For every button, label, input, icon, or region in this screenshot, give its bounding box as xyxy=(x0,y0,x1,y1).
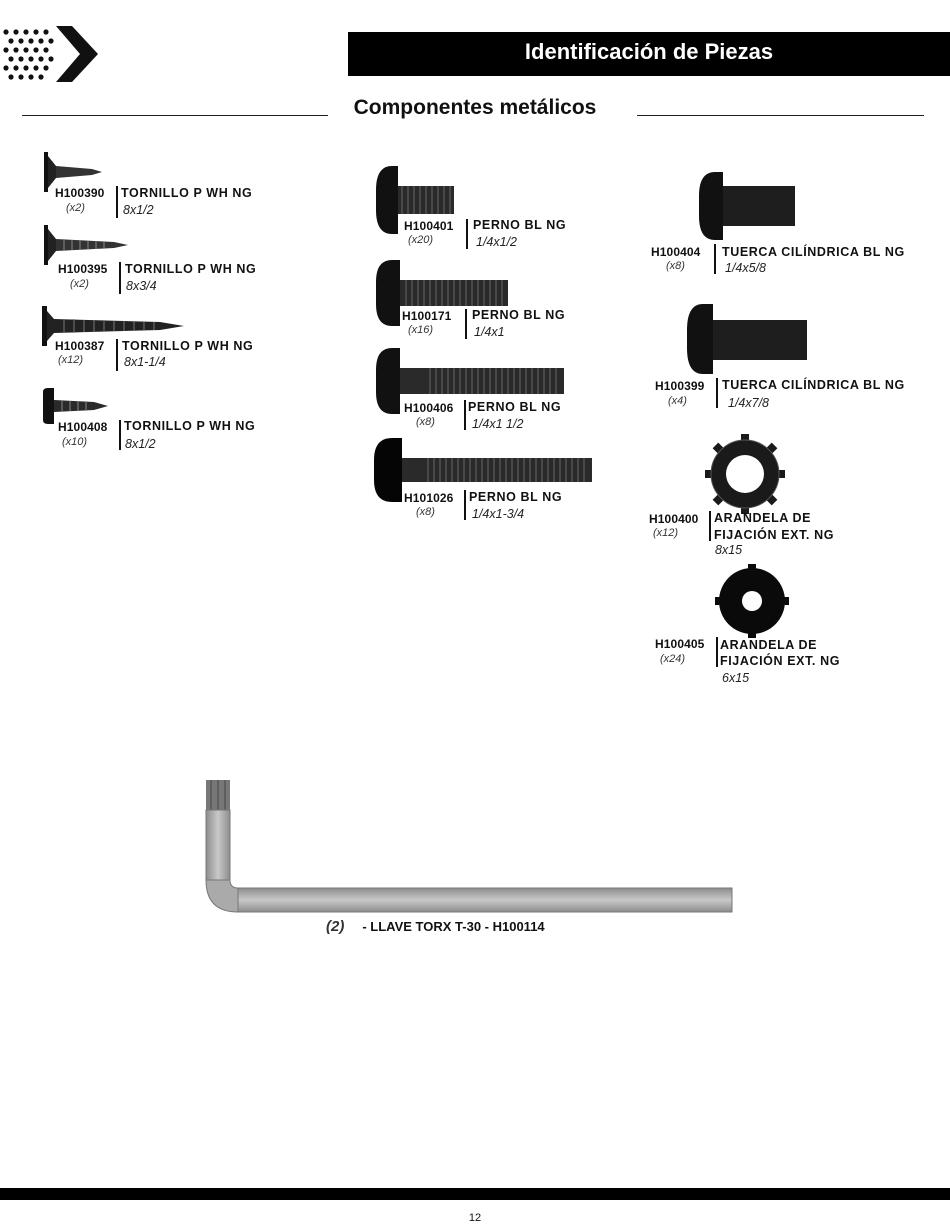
part-size: 6x15 xyxy=(722,671,750,685)
part-quantity: (x8) xyxy=(416,506,435,518)
part-name: PERNO BL NG xyxy=(469,490,563,504)
divider xyxy=(465,309,467,339)
divider xyxy=(116,186,118,218)
part-quantity: (x12) xyxy=(58,354,84,366)
part-code: H100408 xyxy=(58,420,108,434)
part-size: 8x1/2 xyxy=(123,203,154,217)
barrel-nut-icon xyxy=(695,170,797,242)
part-size: 8x3/4 xyxy=(126,279,157,293)
divider xyxy=(119,420,121,450)
part-size: 1/4x1/2 xyxy=(476,235,518,249)
part-name-line2: FIJACIÓN EXT. NG xyxy=(720,654,841,668)
part-quantity: (x24) xyxy=(660,653,686,665)
part-name: TORNILLO P WH NG xyxy=(121,186,253,200)
brand-logo-icon xyxy=(0,22,100,84)
part-code: H100405 xyxy=(655,637,705,651)
part-size: 1/4x1-3/4 xyxy=(472,507,525,521)
part-quantity: (x12) xyxy=(653,527,679,539)
page-title-bar xyxy=(348,32,950,76)
part-quantity: (x8) xyxy=(416,416,435,428)
part-name: TORNILLO P WH NG xyxy=(125,262,257,276)
part-code: H100387 xyxy=(55,339,105,353)
part-size: 1/4x1 xyxy=(474,325,505,339)
divider xyxy=(466,219,468,249)
part-name: TORNILLO P WH NG xyxy=(124,419,256,433)
wrench-label: - LLAVE TORX T-30 - H100114 xyxy=(362,919,545,934)
part-code: H100171 xyxy=(402,309,452,323)
part-quantity: (x16) xyxy=(408,324,434,336)
part-size: 8x1-1/4 xyxy=(124,355,166,369)
part-name: TORNILLO P WH NG xyxy=(122,339,254,353)
part-quantity: (x2) xyxy=(66,202,85,214)
part-code: H100406 xyxy=(404,401,454,415)
part-code: H100390 xyxy=(55,186,105,200)
part-quantity: (x8) xyxy=(666,260,685,272)
screw-icon xyxy=(42,225,130,265)
part-code: H100399 xyxy=(655,379,705,393)
part-size: 1/4x7/8 xyxy=(728,396,770,410)
part-size: 8x1/2 xyxy=(125,437,156,451)
section-rule-right xyxy=(637,115,924,116)
part-code: H100404 xyxy=(651,245,701,259)
divider xyxy=(464,490,466,520)
part-code: H100400 xyxy=(649,512,699,526)
part-quantity: (x2) xyxy=(70,278,89,290)
divider xyxy=(716,637,718,667)
divider xyxy=(714,244,716,274)
part-name: TUERCA CILÍNDRICA BL NG xyxy=(722,378,905,392)
part-size: 1/4x5/8 xyxy=(725,261,767,275)
part-quantity: (x20) xyxy=(408,234,434,246)
page-title: Identificación de Piezas xyxy=(524,39,774,64)
part-code: H100401 xyxy=(404,219,454,233)
part-code: H101026 xyxy=(404,491,454,505)
barrel-nut-icon xyxy=(683,302,809,376)
part-quantity: (x4) xyxy=(668,395,687,407)
part-size: 8x15 xyxy=(715,543,743,557)
part-code: H100395 xyxy=(58,262,108,276)
screw-icon xyxy=(40,388,110,424)
divider xyxy=(119,262,121,294)
wrench-caption xyxy=(326,918,545,935)
page-number: 12 xyxy=(468,1212,482,1224)
section-title: Componentes metálicos xyxy=(353,96,597,119)
wrench-quantity: (2) xyxy=(326,918,345,935)
part-name-line2: FIJACIÓN EXT. NG xyxy=(714,528,835,542)
part-name-line1: ARANDELA DE xyxy=(720,638,818,652)
torx-wrench-icon xyxy=(200,780,735,915)
part-name-line1: ARANDELA DE xyxy=(714,511,812,525)
part-name: PERNO BL NG xyxy=(472,308,566,322)
lock-washer-icon xyxy=(705,434,785,514)
part-name: PERNO BL NG xyxy=(468,400,562,414)
part-name: PERNO BL NG xyxy=(473,218,567,232)
divider xyxy=(464,400,466,430)
divider xyxy=(116,339,118,371)
part-name: TUERCA CILÍNDRICA BL NG xyxy=(722,245,905,259)
part-quantity: (x10) xyxy=(62,436,88,448)
part-size: 1/4x1 1/2 xyxy=(472,417,524,431)
divider xyxy=(716,378,718,408)
lock-washer-icon xyxy=(715,564,789,638)
footer-bar xyxy=(0,1188,950,1200)
divider xyxy=(709,511,711,541)
